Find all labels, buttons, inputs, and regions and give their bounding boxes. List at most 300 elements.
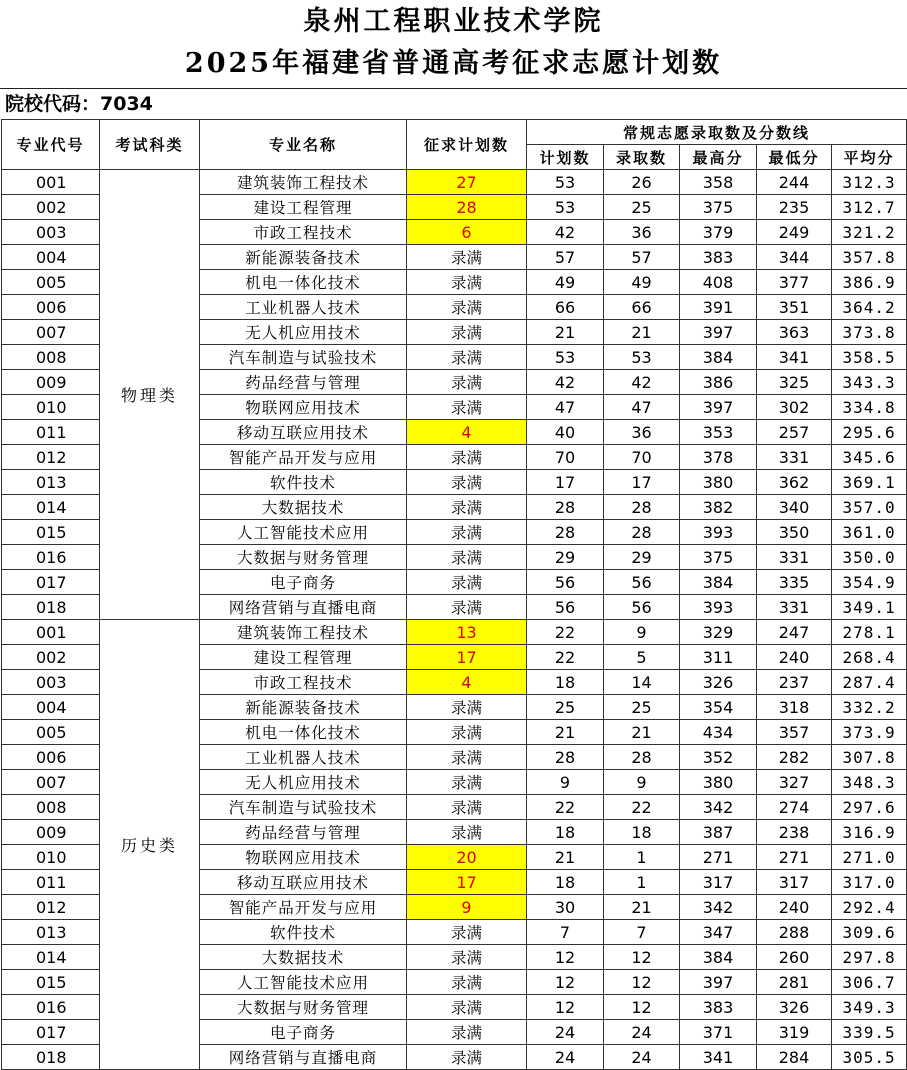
max-score-cell: 393 xyxy=(680,520,757,545)
min-score-cell: 274 xyxy=(757,795,832,820)
min-score-cell: 350 xyxy=(757,520,832,545)
table-body xyxy=(2,170,907,1070)
avg-score-cell: 373.8 xyxy=(832,320,907,345)
max-score-cell: 271 xyxy=(680,845,757,870)
min-score-cell: 331 xyxy=(757,445,832,470)
max-score-cell: 379 xyxy=(680,220,757,245)
admitted-count-cell: 24 xyxy=(604,1045,680,1070)
avg-score-cell: 369.1 xyxy=(832,470,907,495)
solicit-plan-cell: 录满 xyxy=(407,795,527,820)
major-code-cell: 014 xyxy=(2,495,100,520)
avg-score-cell: 357.0 xyxy=(832,495,907,520)
major-code-cell: 016 xyxy=(2,995,100,1020)
plan-count-cell: 18 xyxy=(527,820,604,845)
admitted-count-cell: 14 xyxy=(604,670,680,695)
avg-score-cell: 354.9 xyxy=(832,570,907,595)
major-name-cell: 人工智能技术应用 xyxy=(200,520,407,545)
major-name-cell: 新能源装备技术 xyxy=(200,245,407,270)
major-code-cell: 004 xyxy=(2,245,100,270)
plan-count-cell: 21 xyxy=(527,320,604,345)
min-score-cell: 260 xyxy=(757,945,832,970)
admitted-count-cell: 36 xyxy=(604,220,680,245)
major-code-cell: 015 xyxy=(2,520,100,545)
min-score-cell: 335 xyxy=(757,570,832,595)
min-score-cell: 284 xyxy=(757,1045,832,1070)
plan-count-cell: 42 xyxy=(527,220,604,245)
max-score-cell: 384 xyxy=(680,945,757,970)
major-name-cell: 软件技术 xyxy=(200,470,407,495)
header-major-name: 专业名称 xyxy=(200,120,407,170)
header-major-code: 专业代号 xyxy=(2,120,100,170)
admitted-count-cell: 53 xyxy=(604,345,680,370)
major-name-cell: 汽车制造与试验技术 xyxy=(200,345,407,370)
solicit-plan-cell: 录满 xyxy=(407,545,527,570)
table-row xyxy=(2,620,907,645)
solicit-plan-cell: 录满 xyxy=(407,245,527,270)
plan-count-cell: 7 xyxy=(527,920,604,945)
major-name-cell: 药品经营与管理 xyxy=(200,820,407,845)
admitted-count-cell: 17 xyxy=(604,470,680,495)
major-name-cell: 无人机应用技术 xyxy=(200,770,407,795)
admitted-count-cell: 29 xyxy=(604,545,680,570)
min-score-cell: 249 xyxy=(757,220,832,245)
major-code-cell: 018 xyxy=(2,1045,100,1070)
min-score-cell: 377 xyxy=(757,270,832,295)
avg-score-cell: 316.9 xyxy=(832,820,907,845)
admitted-count-cell: 12 xyxy=(604,945,680,970)
max-score-cell: 329 xyxy=(680,620,757,645)
major-code-cell: 013 xyxy=(2,470,100,495)
avg-score-cell: 268.4 xyxy=(832,645,907,670)
admitted-count-cell: 12 xyxy=(604,995,680,1020)
major-name-cell: 软件技术 xyxy=(200,920,407,945)
plan-count-cell: 49 xyxy=(527,270,604,295)
solicit-plan-cell: 录满 xyxy=(407,495,527,520)
min-score-cell: 326 xyxy=(757,995,832,1020)
max-score-cell: 375 xyxy=(680,545,757,570)
header-subject: 考试科类 xyxy=(100,120,200,170)
avg-score-cell: 361.0 xyxy=(832,520,907,545)
solicit-plan-cell: 20 xyxy=(407,845,527,870)
admitted-count-cell: 66 xyxy=(604,295,680,320)
major-name-cell: 物联网应用技术 xyxy=(200,845,407,870)
major-name-cell: 建筑装饰工程技术 xyxy=(200,170,407,195)
admitted-count-cell: 22 xyxy=(604,795,680,820)
max-score-cell: 387 xyxy=(680,820,757,845)
max-score-cell: 375 xyxy=(680,195,757,220)
plan-count-cell: 53 xyxy=(527,345,604,370)
plan-count-cell: 17 xyxy=(527,470,604,495)
solicit-plan-cell: 录满 xyxy=(407,395,527,420)
solicit-plan-cell: 录满 xyxy=(407,445,527,470)
plan-count-cell: 57 xyxy=(527,245,604,270)
plan-count-cell: 53 xyxy=(527,195,604,220)
max-score-cell: 341 xyxy=(680,1045,757,1070)
major-name-cell: 建筑装饰工程技术 xyxy=(200,620,407,645)
avg-score-cell: 287.4 xyxy=(832,670,907,695)
solicit-plan-cell: 录满 xyxy=(407,345,527,370)
max-score-cell: 397 xyxy=(680,970,757,995)
solicit-plan-cell: 录满 xyxy=(407,745,527,770)
max-score-cell: 393 xyxy=(680,595,757,620)
subject-cell: 物理类 xyxy=(100,170,200,620)
solicit-plan-cell: 4 xyxy=(407,420,527,445)
max-score-cell: 378 xyxy=(680,445,757,470)
max-score-cell: 384 xyxy=(680,345,757,370)
plan-count-cell: 24 xyxy=(527,1020,604,1045)
major-code-cell: 011 xyxy=(2,870,100,895)
max-score-cell: 371 xyxy=(680,1020,757,1045)
min-score-cell: 362 xyxy=(757,470,832,495)
major-name-cell: 电子商务 xyxy=(200,1020,407,1045)
min-score-cell: 327 xyxy=(757,770,832,795)
solicit-plan-cell: 17 xyxy=(407,645,527,670)
major-code-cell: 002 xyxy=(2,195,100,220)
max-score-cell: 383 xyxy=(680,995,757,1020)
plan-count-cell: 21 xyxy=(527,845,604,870)
plan-count-cell: 28 xyxy=(527,495,604,520)
admitted-count-cell: 49 xyxy=(604,270,680,295)
min-score-cell: 235 xyxy=(757,195,832,220)
avg-score-cell: 334.8 xyxy=(832,395,907,420)
max-score-cell: 408 xyxy=(680,270,757,295)
min-score-cell: 238 xyxy=(757,820,832,845)
avg-score-cell: 332.2 xyxy=(832,695,907,720)
max-score-cell: 311 xyxy=(680,645,757,670)
plan-count-cell: 18 xyxy=(527,870,604,895)
avg-score-cell: 386.9 xyxy=(832,270,907,295)
major-code-cell: 013 xyxy=(2,920,100,945)
avg-score-cell: 297.8 xyxy=(832,945,907,970)
min-score-cell: 257 xyxy=(757,420,832,445)
min-score-cell: 302 xyxy=(757,395,832,420)
major-name-cell: 智能产品开发与应用 xyxy=(200,445,407,470)
plan-count-cell: 22 xyxy=(527,795,604,820)
avg-score-cell: 271.0 xyxy=(832,845,907,870)
page-title: 泉州工程职业技术学院 xyxy=(303,6,604,37)
header-avg: 平均分 xyxy=(832,145,907,170)
plan-count-cell: 12 xyxy=(527,995,604,1020)
plan-count-cell: 47 xyxy=(527,395,604,420)
admitted-count-cell: 26 xyxy=(604,170,680,195)
admission-table xyxy=(1,119,907,1070)
max-score-cell: 352 xyxy=(680,745,757,770)
solicit-plan-cell: 录满 xyxy=(407,520,527,545)
major-name-cell: 新能源装备技术 xyxy=(200,695,407,720)
major-name-cell: 机电一体化技术 xyxy=(200,720,407,745)
solicit-plan-cell: 录满 xyxy=(407,595,527,620)
avg-score-cell: 343.3 xyxy=(832,370,907,395)
plan-count-cell: 18 xyxy=(527,670,604,695)
admitted-count-cell: 9 xyxy=(604,770,680,795)
solicit-plan-cell: 录满 xyxy=(407,570,527,595)
major-code-cell: 012 xyxy=(2,445,100,470)
plan-count-cell: 21 xyxy=(527,720,604,745)
major-code-cell: 016 xyxy=(2,545,100,570)
avg-score-cell: 306.7 xyxy=(832,970,907,995)
major-name-cell: 电子商务 xyxy=(200,570,407,595)
plan-count-cell: 42 xyxy=(527,370,604,395)
major-code-cell: 001 xyxy=(2,170,100,195)
header-regular-group: 常规志愿录取数及分数线 xyxy=(527,120,907,145)
major-name-cell: 市政工程技术 xyxy=(200,220,407,245)
admitted-count-cell: 28 xyxy=(604,495,680,520)
major-name-cell: 市政工程技术 xyxy=(200,670,407,695)
page-subtitle: 2025年福建省普通高考征求志愿计划数 xyxy=(184,48,723,79)
max-score-cell: 384 xyxy=(680,570,757,595)
solicit-plan-cell: 录满 xyxy=(407,470,527,495)
major-name-cell: 工业机器人技术 xyxy=(200,295,407,320)
plan-count-cell: 9 xyxy=(527,770,604,795)
admitted-count-cell: 21 xyxy=(604,720,680,745)
solicit-plan-cell: 17 xyxy=(407,870,527,895)
major-code-cell: 005 xyxy=(2,270,100,295)
header-min: 最低分 xyxy=(757,145,832,170)
avg-score-cell: 373.9 xyxy=(832,720,907,745)
subject-cell: 历史类 xyxy=(100,620,200,1070)
major-name-cell: 建设工程管理 xyxy=(200,195,407,220)
solicit-plan-cell: 录满 xyxy=(407,270,527,295)
header-solicit-plan: 征求计划数 xyxy=(407,120,527,170)
major-name-cell: 大数据技术 xyxy=(200,945,407,970)
max-score-cell: 347 xyxy=(680,920,757,945)
solicit-plan-cell: 9 xyxy=(407,895,527,920)
header-plan: 计划数 xyxy=(527,145,604,170)
min-score-cell: 357 xyxy=(757,720,832,745)
major-name-cell: 物联网应用技术 xyxy=(200,395,407,420)
max-score-cell: 353 xyxy=(680,420,757,445)
solicit-plan-cell: 4 xyxy=(407,670,527,695)
plan-count-cell: 28 xyxy=(527,745,604,770)
avg-score-cell: 349.3 xyxy=(832,995,907,1020)
admitted-count-cell: 18 xyxy=(604,820,680,845)
admitted-count-cell: 12 xyxy=(604,970,680,995)
min-score-cell: 319 xyxy=(757,1020,832,1045)
min-score-cell: 344 xyxy=(757,245,832,270)
major-code-cell: 017 xyxy=(2,570,100,595)
plan-count-cell: 25 xyxy=(527,695,604,720)
major-name-cell: 人工智能技术应用 xyxy=(200,970,407,995)
major-code-cell: 007 xyxy=(2,770,100,795)
min-score-cell: 363 xyxy=(757,320,832,345)
admitted-count-cell: 36 xyxy=(604,420,680,445)
major-code-cell: 015 xyxy=(2,970,100,995)
max-score-cell: 326 xyxy=(680,670,757,695)
max-score-cell: 386 xyxy=(680,370,757,395)
solicit-plan-cell: 录满 xyxy=(407,945,527,970)
admitted-count-cell: 21 xyxy=(604,320,680,345)
avg-score-cell: 321.2 xyxy=(832,220,907,245)
major-name-cell: 网络营销与直播电商 xyxy=(200,595,407,620)
solicit-plan-cell: 录满 xyxy=(407,1045,527,1070)
major-name-cell: 大数据与财务管理 xyxy=(200,545,407,570)
max-score-cell: 397 xyxy=(680,395,757,420)
major-code-cell: 009 xyxy=(2,820,100,845)
admitted-count-cell: 28 xyxy=(604,520,680,545)
admitted-count-cell: 47 xyxy=(604,395,680,420)
admitted-count-cell: 25 xyxy=(604,695,680,720)
solicit-plan-cell: 28 xyxy=(407,195,527,220)
solicit-plan-cell: 6 xyxy=(407,220,527,245)
avg-score-cell: 297.6 xyxy=(832,795,907,820)
major-code-cell: 010 xyxy=(2,845,100,870)
admitted-count-cell: 9 xyxy=(604,620,680,645)
avg-score-cell: 292.4 xyxy=(832,895,907,920)
major-code-cell: 003 xyxy=(2,220,100,245)
admitted-count-cell: 25 xyxy=(604,195,680,220)
max-score-cell: 383 xyxy=(680,245,757,270)
min-score-cell: 240 xyxy=(757,895,832,920)
major-code-cell: 002 xyxy=(2,645,100,670)
min-score-cell: 271 xyxy=(757,845,832,870)
header-admitted: 录取数 xyxy=(604,145,680,170)
table-row xyxy=(2,170,907,195)
solicit-plan-cell: 27 xyxy=(407,170,527,195)
min-score-cell: 331 xyxy=(757,545,832,570)
avg-score-cell: 317.0 xyxy=(832,870,907,895)
admitted-count-cell: 7 xyxy=(604,920,680,945)
plan-count-cell: 30 xyxy=(527,895,604,920)
max-score-cell: 380 xyxy=(680,470,757,495)
admitted-count-cell: 24 xyxy=(604,1020,680,1045)
plan-count-cell: 66 xyxy=(527,295,604,320)
major-name-cell: 无人机应用技术 xyxy=(200,320,407,345)
solicit-plan-cell: 录满 xyxy=(407,1020,527,1045)
min-score-cell: 288 xyxy=(757,920,832,945)
major-code-cell: 010 xyxy=(2,395,100,420)
max-score-cell: 380 xyxy=(680,770,757,795)
major-code-cell: 012 xyxy=(2,895,100,920)
admitted-count-cell: 57 xyxy=(604,245,680,270)
max-score-cell: 397 xyxy=(680,320,757,345)
plan-count-cell: 24 xyxy=(527,1045,604,1070)
major-code-cell: 005 xyxy=(2,720,100,745)
solicit-plan-cell: 录满 xyxy=(407,770,527,795)
major-name-cell: 机电一体化技术 xyxy=(200,270,407,295)
admitted-count-cell: 21 xyxy=(604,895,680,920)
major-name-cell: 移动互联应用技术 xyxy=(200,420,407,445)
major-name-cell: 工业机器人技术 xyxy=(200,745,407,770)
school-code: 院校代码：7034 xyxy=(0,88,907,119)
major-code-cell: 006 xyxy=(2,295,100,320)
min-score-cell: 325 xyxy=(757,370,832,395)
major-code-cell: 001 xyxy=(2,620,100,645)
solicit-plan-cell: 录满 xyxy=(407,720,527,745)
avg-score-cell: 278.1 xyxy=(832,620,907,645)
max-score-cell: 382 xyxy=(680,495,757,520)
admitted-count-cell: 56 xyxy=(604,570,680,595)
avg-score-cell: 305.5 xyxy=(832,1045,907,1070)
min-score-cell: 282 xyxy=(757,745,832,770)
plan-count-cell: 12 xyxy=(527,945,604,970)
solicit-plan-cell: 录满 xyxy=(407,820,527,845)
major-name-cell: 建设工程管理 xyxy=(200,645,407,670)
major-code-cell: 017 xyxy=(2,1020,100,1045)
solicit-plan-cell: 录满 xyxy=(407,995,527,1020)
max-score-cell: 342 xyxy=(680,795,757,820)
major-code-cell: 008 xyxy=(2,345,100,370)
avg-score-cell: 358.5 xyxy=(832,345,907,370)
min-score-cell: 340 xyxy=(757,495,832,520)
solicit-plan-cell: 录满 xyxy=(407,295,527,320)
plan-count-cell: 70 xyxy=(527,445,604,470)
plan-count-cell: 28 xyxy=(527,520,604,545)
admitted-count-cell: 70 xyxy=(604,445,680,470)
solicit-plan-cell: 录满 xyxy=(407,370,527,395)
major-name-cell: 大数据技术 xyxy=(200,495,407,520)
major-name-cell: 网络营销与直播电商 xyxy=(200,1045,407,1070)
major-code-cell: 003 xyxy=(2,670,100,695)
plan-count-cell: 56 xyxy=(527,595,604,620)
max-score-cell: 342 xyxy=(680,895,757,920)
major-name-cell: 智能产品开发与应用 xyxy=(200,895,407,920)
max-score-cell: 317 xyxy=(680,870,757,895)
max-score-cell: 358 xyxy=(680,170,757,195)
avg-score-cell: 295.6 xyxy=(832,420,907,445)
solicit-plan-cell: 录满 xyxy=(407,695,527,720)
avg-score-cell: 349.1 xyxy=(832,595,907,620)
solicit-plan-cell: 录满 xyxy=(407,920,527,945)
min-score-cell: 341 xyxy=(757,345,832,370)
plan-count-cell: 12 xyxy=(527,970,604,995)
max-score-cell: 391 xyxy=(680,295,757,320)
major-code-cell: 006 xyxy=(2,745,100,770)
avg-score-cell: 339.5 xyxy=(832,1020,907,1045)
admitted-count-cell: 28 xyxy=(604,745,680,770)
admitted-count-cell: 42 xyxy=(604,370,680,395)
avg-score-cell: 348.3 xyxy=(832,770,907,795)
major-code-cell: 004 xyxy=(2,695,100,720)
admitted-count-cell: 1 xyxy=(604,870,680,895)
max-score-cell: 354 xyxy=(680,695,757,720)
min-score-cell: 237 xyxy=(757,670,832,695)
admitted-count-cell: 56 xyxy=(604,595,680,620)
solicit-plan-cell: 录满 xyxy=(407,320,527,345)
major-code-cell: 014 xyxy=(2,945,100,970)
min-score-cell: 281 xyxy=(757,970,832,995)
major-name-cell: 汽车制造与试验技术 xyxy=(200,795,407,820)
avg-score-cell: 357.8 xyxy=(832,245,907,270)
solicit-plan-cell: 录满 xyxy=(407,970,527,995)
plan-count-cell: 22 xyxy=(527,620,604,645)
major-name-cell: 药品经营与管理 xyxy=(200,370,407,395)
min-score-cell: 247 xyxy=(757,620,832,645)
min-score-cell: 331 xyxy=(757,595,832,620)
min-score-cell: 318 xyxy=(757,695,832,720)
major-code-cell: 007 xyxy=(2,320,100,345)
admitted-count-cell: 1 xyxy=(604,845,680,870)
major-code-cell: 008 xyxy=(2,795,100,820)
solicit-plan-cell: 13 xyxy=(407,620,527,645)
plan-count-cell: 22 xyxy=(527,645,604,670)
avg-score-cell: 345.6 xyxy=(832,445,907,470)
plan-count-cell: 40 xyxy=(527,420,604,445)
major-name-cell: 移动互联应用技术 xyxy=(200,870,407,895)
max-score-cell: 434 xyxy=(680,720,757,745)
header-max: 最高分 xyxy=(680,145,757,170)
table-header xyxy=(2,120,907,170)
min-score-cell: 317 xyxy=(757,870,832,895)
major-code-cell: 018 xyxy=(2,595,100,620)
admitted-count-cell: 5 xyxy=(604,645,680,670)
plan-count-cell: 53 xyxy=(527,170,604,195)
avg-score-cell: 307.8 xyxy=(832,745,907,770)
major-code-cell: 011 xyxy=(2,420,100,445)
major-name-cell: 大数据与财务管理 xyxy=(200,995,407,1020)
min-score-cell: 351 xyxy=(757,295,832,320)
min-score-cell: 240 xyxy=(757,645,832,670)
major-code-cell: 009 xyxy=(2,370,100,395)
